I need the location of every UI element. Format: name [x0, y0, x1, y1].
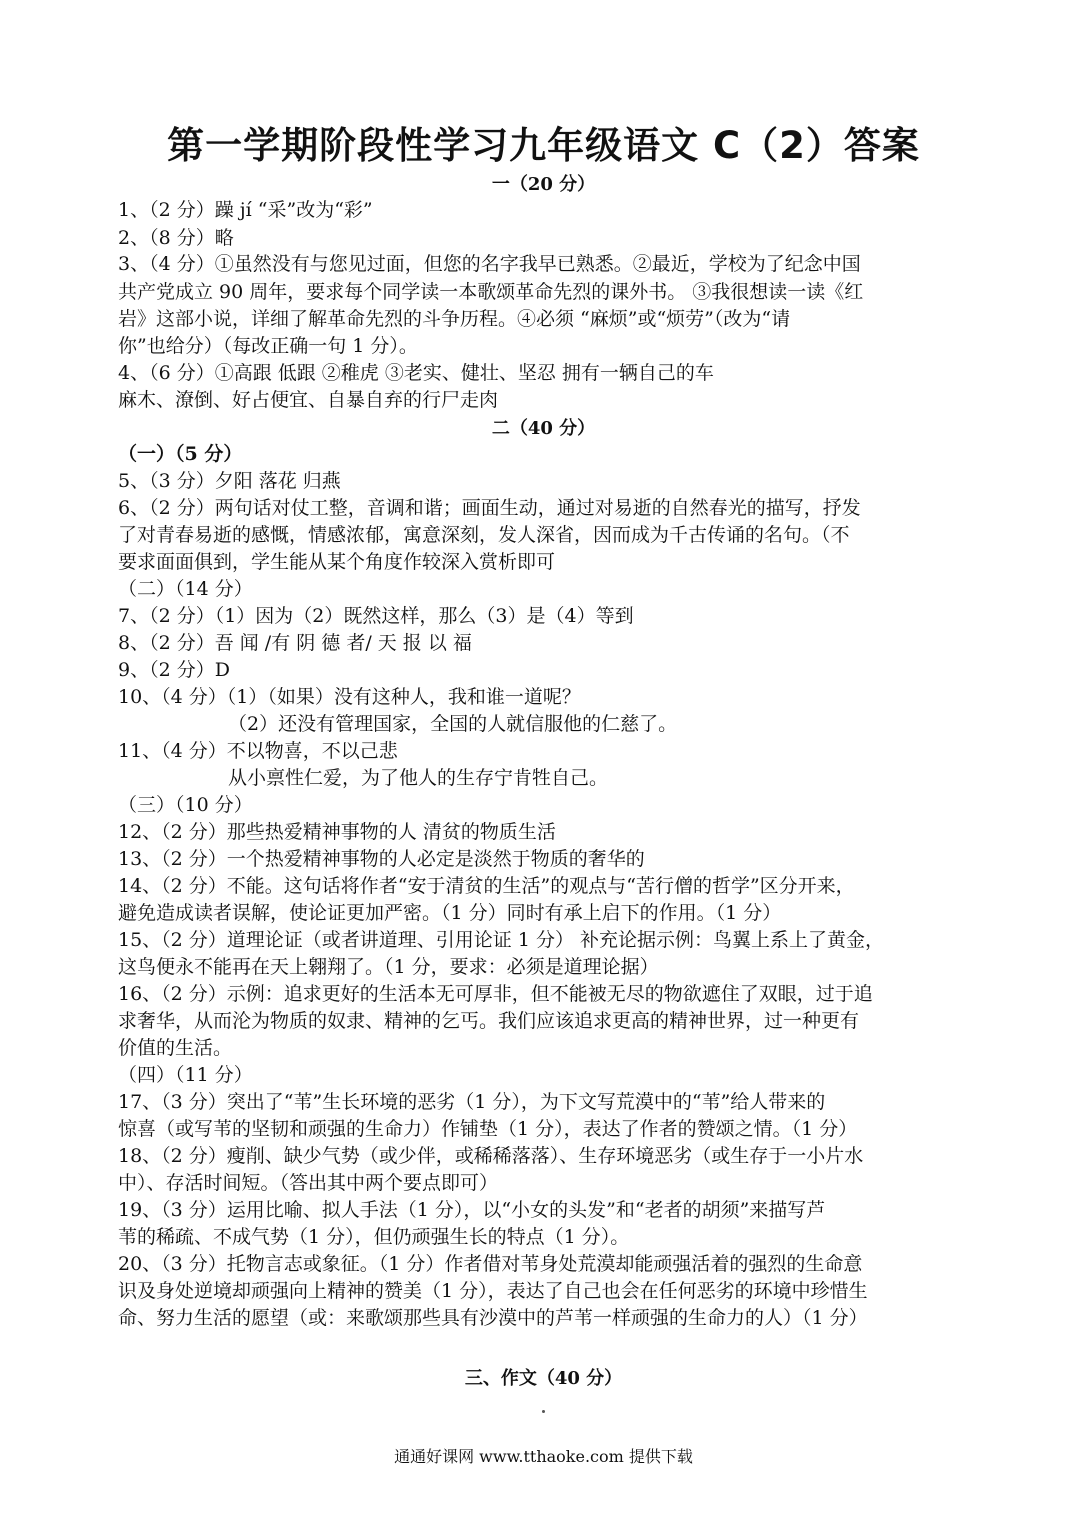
- answer-line: 14、（2 分）不能。这句话将作者“安于清贫的生活”的观点与“苦行僧的哲学”区分开来，: [118, 875, 855, 897]
- answer-line: 18、（2 分）瘦削、缺少气势（或少伴，或稀稀落落）、生存环境恶劣（或生存于一小片水: [118, 1145, 864, 1167]
- answer-line: （2）还没有管理国家，全国的人就信服他的仁慈了。: [228, 713, 678, 735]
- subsection-heading: （四）（11 分）: [118, 1064, 253, 1086]
- section-heading-part2: 二（40 分）: [491, 418, 596, 439]
- answer-line: 价值的生活。: [118, 1037, 233, 1059]
- answer-line: 16、（2 分）示例：追求更好的生活本无可厚非，但不能被无尽的物欲遮住了双眼，过于追: [118, 983, 873, 1005]
- answer-line: 识及身处逆境却顽强向上精神的赞美（1 分），表达了自己也会在任何恶劣的环境中珍惜生: [118, 1280, 868, 1302]
- answer-line: 共产党成立 90 周年，要求每个同学读一本歌颂革命先烈的课外书。 ③我很想读一读《红: [118, 281, 864, 303]
- answer-line: 9、（2 分）D: [118, 659, 230, 681]
- answer-line: 从小禀性仁爱，为了他人的生存宁肯牲自己。: [228, 767, 609, 789]
- answer-line: 中）、存活时间短。（答出其中两个要点即可）: [118, 1172, 499, 1194]
- answer-line: 6、（2 分）两句话对仗工整，音调和谐；画面生动，通过对易逝的自然春光的描写，抒发: [118, 497, 861, 519]
- answer-line: 12、（2 分）那些热爱精神事物的人 清贫的物质生活: [118, 821, 556, 843]
- answer-line: 求奢华，从而沦为物质的奴隶、精神的乞丐。我们应该追求更高的精神世界，过一种更有: [118, 1010, 860, 1032]
- answer-line: 避免造成读者误解，使论证更加严密。（1 分）同时有承上启下的作用。（1 分）: [118, 902, 782, 924]
- answer-line: 17、（3 分）突出了“苇”生长环境的恶劣（1 分），为下文写荒漠中的“苇”给人带来的: [118, 1091, 826, 1113]
- answer-line: 19、（3 分）运用比喻、拟人手法（1 分），以“小女的头发”和“老者的胡须”来描写芦: [118, 1199, 826, 1221]
- answer-line: 你”也给分）（每改正确一句 1 分）。: [118, 335, 418, 357]
- footer-source: 通通好课网 www.tthaoke.com 提供下载: [394, 1447, 693, 1466]
- answer-line: 1、（2 分）躁 jí “采”改为“彩”: [118, 199, 373, 221]
- answer-line: 13、（2 分）一个热爱精神事物的人必定是淡然于物质的奢华的: [118, 848, 645, 870]
- subsection-heading: （二）（14 分）: [118, 578, 253, 600]
- answer-line: 岩》这部小说，详细了解革命先烈的斗争历程。④必须 “麻烦”或“烦劳”（改为“请: [118, 308, 791, 330]
- answer-line: 命、努力生活的愿望（或：来歌颂那些具有沙漠中的芦苇一样顽强的生命力的人）（1 分）: [118, 1307, 868, 1329]
- subsection-heading: （三）（10 分）: [118, 794, 253, 816]
- answer-line: 8、（2 分）吾 闻 /有 阴 德 者/ 天 报 以 福: [118, 632, 472, 654]
- answer-line: 15、（2 分）道理论证（或者讲道理、引用论证 1 分） 补充论据示例：鸟翼上系上了黄金，: [118, 929, 885, 951]
- answer-line: 麻木、潦倒、好占便宜、自暴自弃的行尸走肉: [118, 389, 499, 411]
- answer-line: 4、（6 分）①高跟 低跟 ②稚虎 ③老实、健壮、坚忍 拥有一辆自己的车: [118, 362, 714, 384]
- stray-dot: [542, 1410, 545, 1413]
- answer-line: 要求面面俱到，学生能从某个角度作较深入赏析即可: [118, 551, 556, 573]
- answer-line: 3、（4 分）①虽然没有与您见过面，但您的名字我早已熟悉。②最近，学校为了纪念中国: [118, 253, 861, 275]
- section-heading-part1: 一（20 分）: [491, 174, 596, 195]
- subsection-heading: （一）（5 分）: [118, 443, 243, 465]
- page-title: 第一学期阶段性学习九年级语文 C（2）答案: [167, 124, 920, 167]
- answer-line: 7、（2 分）（1）因为（2）既然这样，那么（3）是（4）等到: [118, 605, 634, 627]
- answer-line: 20、（3 分）托物言志或象征。（1 分）作者借对苇身处荒漠却能顽强活着的强烈的生命意: [118, 1253, 863, 1275]
- answer-line: 11、（4 分）不以物喜，不以己悲: [118, 740, 398, 762]
- answer-line: 5、（3 分）夕阳 落花 归燕: [118, 470, 341, 492]
- section-heading-part3: 三、作文（40 分）: [464, 1368, 623, 1389]
- answer-line: 10、（4 分）（1）（如果）没有这种人，我和谁一道呢？: [118, 686, 581, 708]
- answer-line: 苇的稀疏、不成气势（1 分），但仍顽强生长的特点（1 分）。: [118, 1226, 630, 1248]
- answer-line: 了对青春易逝的感慨，情感浓郁，寓意深刻，发人深省，因而成为千古传诵的名句。（不: [118, 524, 850, 546]
- answer-line: 2、（8 分）略: [118, 227, 234, 249]
- answer-line: 惊喜（或写苇的坚韧和顽强的生命力）作铺垫（1 分），表达了作者的赞颂之情。（1 分）: [118, 1118, 858, 1140]
- answer-line: 这鸟便永不能再在天上翱翔了。（1 分，要求：必须是道理论据）: [118, 956, 659, 978]
